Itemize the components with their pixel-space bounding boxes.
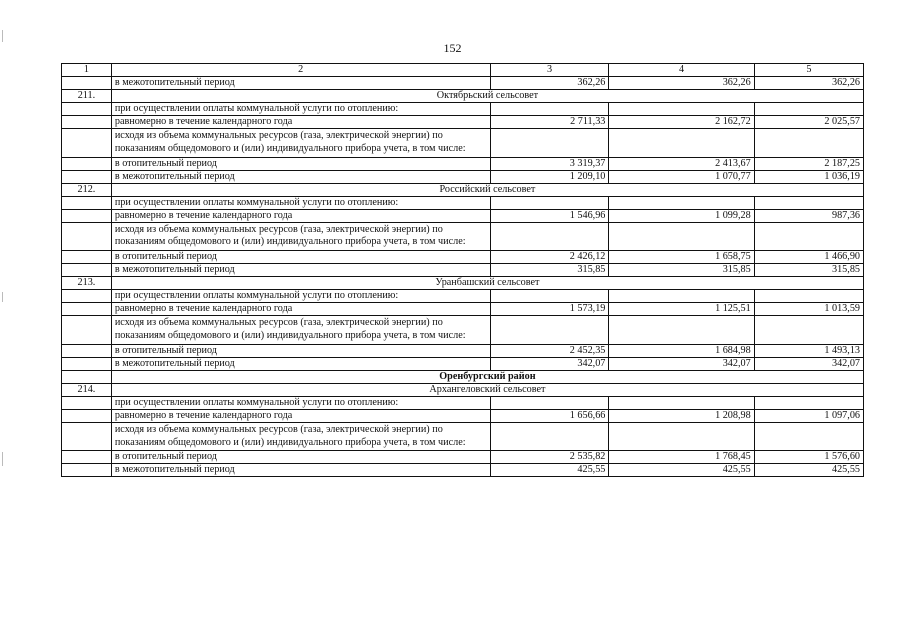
multiline-row xyxy=(62,129,864,158)
value-col3: 2 426,12 xyxy=(490,251,609,264)
page-number: 152 xyxy=(443,41,462,55)
row-label: в отопительный период xyxy=(111,251,490,264)
value-cell-empty xyxy=(490,129,609,158)
table-row xyxy=(62,170,864,183)
row-label: в отопительный период xyxy=(111,157,490,170)
column-header: 2 xyxy=(111,64,490,77)
value-cell-empty xyxy=(490,396,609,409)
value-col5: 1 036,19 xyxy=(754,170,863,183)
section-number: 211. xyxy=(62,90,112,103)
value-col4: 1 125,51 xyxy=(609,303,754,316)
multiline-text: исходя из объема коммунальных ресурсов (газа, электрической энергии) по показаниям общедомового и (или) индивидуального прибора учета, в том числе: xyxy=(111,422,490,451)
value-col5: 1 013,59 xyxy=(754,303,863,316)
table-row xyxy=(62,303,864,316)
row-number-cell xyxy=(62,264,112,277)
row-number-cell xyxy=(62,409,112,422)
district-row xyxy=(62,370,864,383)
row-number-cell xyxy=(62,209,112,222)
value-col5: 2 025,57 xyxy=(754,116,863,129)
column-header: 3 xyxy=(490,64,609,77)
value-col5: 315,85 xyxy=(754,264,863,277)
value-col5: 1 493,13 xyxy=(754,344,863,357)
value-col4: 315,85 xyxy=(609,264,754,277)
value-col4: 1 070,77 xyxy=(609,170,754,183)
row-label: в межотопительный период xyxy=(111,357,490,370)
note-text: при осуществлении оплаты коммунальной услуги по отоплению: xyxy=(111,290,490,303)
value-col3: 2 711,33 xyxy=(490,116,609,129)
value-col3: 1 573,19 xyxy=(490,303,609,316)
multiline-text: исходя из объема коммунальных ресурсов (газа, электрической энергии) по показаниям общедомового и (или) индивидуального прибора учета, в том числе: xyxy=(111,316,490,345)
row-label: равномерно в течение календарного года xyxy=(111,303,490,316)
value-cell-empty xyxy=(609,290,754,303)
value-cell-empty xyxy=(754,103,863,116)
row-number-cell xyxy=(62,344,112,357)
value-col3: 1 209,10 xyxy=(490,170,609,183)
column-header: 1 xyxy=(62,64,112,77)
header-row xyxy=(62,64,864,77)
table-row xyxy=(62,344,864,357)
row-label: в отопительный период xyxy=(111,344,490,357)
value-col4: 425,55 xyxy=(609,464,754,477)
multiline-row xyxy=(62,422,864,451)
value-cell-empty xyxy=(490,316,609,345)
value-cell-empty xyxy=(754,316,863,345)
row-label: в отопительный период xyxy=(111,451,490,464)
section-title: Архангеловский сельсовет xyxy=(111,383,863,396)
table-row xyxy=(62,251,864,264)
district-spacer xyxy=(62,370,112,383)
value-cell-empty xyxy=(490,290,609,303)
value-cell-empty xyxy=(754,422,863,451)
value-col3: 1 546,96 xyxy=(490,209,609,222)
value-col4: 1 099,28 xyxy=(609,209,754,222)
note-row xyxy=(62,396,864,409)
table-body xyxy=(62,64,864,477)
value-col5: 425,55 xyxy=(754,464,863,477)
value-cell-empty xyxy=(490,222,609,251)
row-number-cell xyxy=(62,451,112,464)
value-cell-empty xyxy=(490,103,609,116)
row-number-cell xyxy=(62,222,112,251)
table-row xyxy=(62,409,864,422)
value-col3: 2 535,82 xyxy=(490,451,609,464)
note-text: при осуществлении оплаты коммунальной услуги по отоплению: xyxy=(111,103,490,116)
section-row xyxy=(62,90,864,103)
section-row xyxy=(62,183,864,196)
section-number: 213. xyxy=(62,277,112,290)
table-row xyxy=(62,451,864,464)
section-row xyxy=(62,383,864,396)
row-label: в межотопительный период xyxy=(111,170,490,183)
row-number-cell xyxy=(62,316,112,345)
value-col5: 362,26 xyxy=(754,77,863,90)
value-col3: 1 656,66 xyxy=(490,409,609,422)
section-title: Уранбашский сельсовет xyxy=(111,277,863,290)
value-col5: 1 466,90 xyxy=(754,251,863,264)
value-col5: 1 097,06 xyxy=(754,409,863,422)
row-number-cell xyxy=(62,464,112,477)
value-cell-empty xyxy=(609,129,754,158)
value-col5: 2 187,25 xyxy=(754,157,863,170)
row-label: в межотопительный период xyxy=(111,464,490,477)
multiline-text: исходя из объема коммунальных ресурсов (газа, электрической энергии) по показаниям общедомового и (или) индивидуального прибора учета, в том числе: xyxy=(111,129,490,158)
value-col5: 342,07 xyxy=(754,357,863,370)
value-cell-empty xyxy=(609,222,754,251)
row-label: в межотопительный период xyxy=(111,264,490,277)
table-row xyxy=(62,357,864,370)
row-number-cell xyxy=(62,396,112,409)
row-number-cell xyxy=(62,103,112,116)
table-row xyxy=(62,264,864,277)
value-col4: 2 413,67 xyxy=(609,157,754,170)
value-cell-empty xyxy=(490,422,609,451)
row-label: в межотопительный период xyxy=(111,77,490,90)
row-label: равномерно в течение календарного года xyxy=(111,209,490,222)
value-cell-empty xyxy=(754,196,863,209)
value-col3: 2 452,35 xyxy=(490,344,609,357)
row-number-cell xyxy=(62,303,112,316)
value-col3: 362,26 xyxy=(490,77,609,90)
section-number: 214. xyxy=(62,383,112,396)
note-row xyxy=(62,290,864,303)
value-col3: 425,55 xyxy=(490,464,609,477)
tariff-table xyxy=(61,63,864,477)
value-col4: 362,26 xyxy=(609,77,754,90)
section-number: 212. xyxy=(62,183,112,196)
note-row xyxy=(62,103,864,116)
row-number-cell xyxy=(62,157,112,170)
value-cell-empty xyxy=(754,222,863,251)
value-cell-empty xyxy=(754,396,863,409)
value-col4: 1 684,98 xyxy=(609,344,754,357)
value-col3: 3 319,37 xyxy=(490,157,609,170)
row-number-cell xyxy=(62,251,112,264)
value-cell-empty xyxy=(754,129,863,158)
value-col4: 342,07 xyxy=(609,357,754,370)
value-col4: 1 658,75 xyxy=(609,251,754,264)
row-number-cell xyxy=(62,129,112,158)
value-col4: 1 768,45 xyxy=(609,451,754,464)
value-col4: 1 208,98 xyxy=(609,409,754,422)
row-number-cell xyxy=(62,357,112,370)
table-row xyxy=(62,77,864,90)
value-cell-empty xyxy=(609,316,754,345)
scan-margin-mark xyxy=(2,292,3,302)
table-row xyxy=(62,464,864,477)
value-col5: 987,36 xyxy=(754,209,863,222)
value-cell-empty xyxy=(609,103,754,116)
row-number-cell xyxy=(62,170,112,183)
multiline-text: исходя из объема коммунальных ресурсов (газа, электрической энергии) по показаниям общедомового и (или) индивидуального прибора учета, в том числе: xyxy=(111,222,490,251)
row-label: равномерно в течение календарного года xyxy=(111,409,490,422)
section-title: Октябрьский сельсовет xyxy=(111,90,863,103)
column-header: 5 xyxy=(754,64,863,77)
value-cell-empty xyxy=(754,290,863,303)
row-number-cell xyxy=(62,422,112,451)
row-number-cell xyxy=(62,77,112,90)
value-cell-empty xyxy=(609,196,754,209)
note-text: при осуществлении оплаты коммунальной услуги по отоплению: xyxy=(111,396,490,409)
section-row xyxy=(62,277,864,290)
scan-margin-mark xyxy=(2,452,3,466)
value-cell-empty xyxy=(609,422,754,451)
row-number-cell xyxy=(62,196,112,209)
value-col5: 1 576,60 xyxy=(754,451,863,464)
note-row xyxy=(62,196,864,209)
multiline-row xyxy=(62,316,864,345)
note-text: при осуществлении оплаты коммунальной услуги по отоплению: xyxy=(111,196,490,209)
value-col3: 342,07 xyxy=(490,357,609,370)
scan-margin-mark xyxy=(2,30,3,42)
row-label: равномерно в течение календарного года xyxy=(111,116,490,129)
row-number-cell xyxy=(62,290,112,303)
table-row xyxy=(62,157,864,170)
value-col3: 315,85 xyxy=(490,264,609,277)
multiline-row xyxy=(62,222,864,251)
table-row xyxy=(62,116,864,129)
value-cell-empty xyxy=(609,396,754,409)
table-row xyxy=(62,209,864,222)
row-number-cell xyxy=(62,116,112,129)
district-title: Оренбургский район xyxy=(111,370,863,383)
section-title: Российский сельсовет xyxy=(111,183,863,196)
value-col4: 2 162,72 xyxy=(609,116,754,129)
value-cell-empty xyxy=(490,196,609,209)
column-header: 4 xyxy=(609,64,754,77)
